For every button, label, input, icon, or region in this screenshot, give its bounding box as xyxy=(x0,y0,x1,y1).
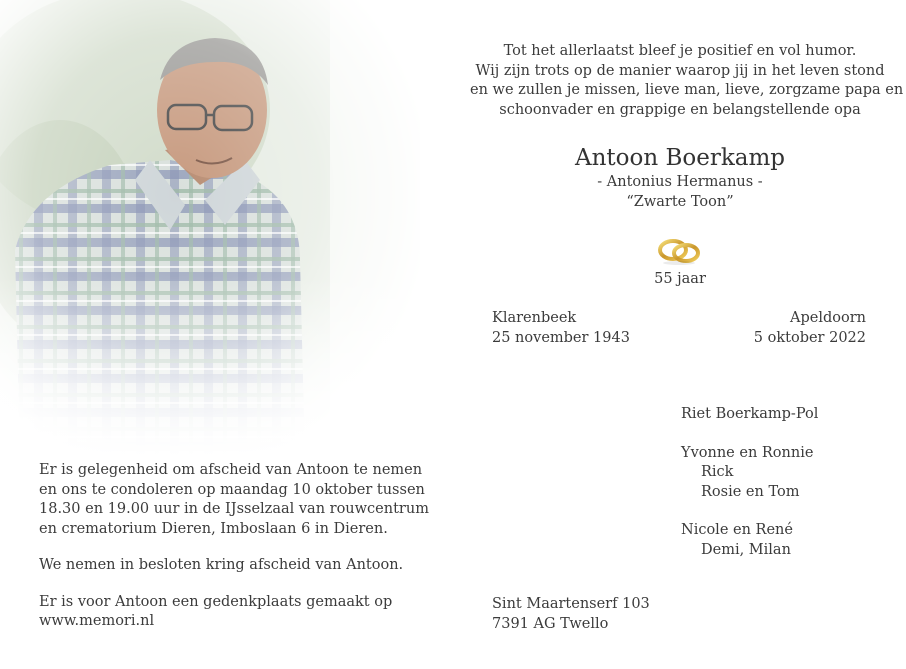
address-city: 7391 AG Twello xyxy=(492,615,609,632)
deceased-subnames xyxy=(470,172,890,212)
family-spouse: Riet Boerkamp-Pol xyxy=(681,406,819,422)
farewell-line: 18.30 en 19.00 uur in de IJsselzaal van rouwcentrum xyxy=(39,501,429,517)
marriage-years: 55 jaar xyxy=(654,271,706,287)
poem-line: schoonvader en grappige en belangstellende opa xyxy=(499,101,861,118)
memorial-link[interactable]: www.memori.nl xyxy=(39,613,155,629)
deceased-name: Antoon Boerkamp xyxy=(574,145,786,171)
portrait-photo xyxy=(0,0,420,460)
farewell-line: en crematorium Dieren, Imboslaan 6 in Dieren. xyxy=(39,520,388,537)
family-grandchild: Demi, Milan xyxy=(701,541,791,558)
birth-info xyxy=(492,309,630,348)
address-street: Sint Maartenserf 103 xyxy=(492,596,650,612)
correspondence-address xyxy=(492,595,650,634)
family-list xyxy=(681,405,818,560)
poem-line: en we zullen je missen, lieve man, lieve, zorgzame papa en xyxy=(470,82,904,98)
wedding-rings-icon xyxy=(656,236,702,266)
deceased-nickname: “Zwarte Toon” xyxy=(626,194,734,210)
death-info xyxy=(754,309,866,348)
poem xyxy=(470,42,904,120)
family-child-parents: Yvonne en Ronnie xyxy=(681,444,814,461)
memorial-note: Er is voor Antoon een gedenkplaats gemaakt op xyxy=(39,593,393,610)
family-grandchild: Rick xyxy=(701,464,734,480)
family-child-parents: Nicole en René xyxy=(681,522,793,538)
birth-date: 25 november 1943 xyxy=(492,329,630,346)
farewell-line: Er is gelegenheid om afscheid van Antoon te nemen xyxy=(39,462,423,478)
farewell-line: en ons te condoleren op maandag 10 oktober tussen xyxy=(39,481,425,498)
deceased-full-name: - Antonius Hermanus - xyxy=(597,174,763,190)
birth-place: Klarenbeek xyxy=(492,310,577,326)
death-place: Apeldoorn xyxy=(790,310,866,326)
private-farewell-note: We nemen in besloten kring afscheid van Antoon. xyxy=(39,557,404,573)
poem-line: Wij zijn trots op de manier waarop jij in het leven stond xyxy=(475,62,885,79)
family-grandchild: Rosie en Tom xyxy=(701,483,800,500)
death-date: 5 oktober 2022 xyxy=(753,329,866,346)
poem-line: Tot het allerlaatst bleef je positief en vol humor. xyxy=(503,43,857,59)
farewell-info xyxy=(39,461,429,632)
